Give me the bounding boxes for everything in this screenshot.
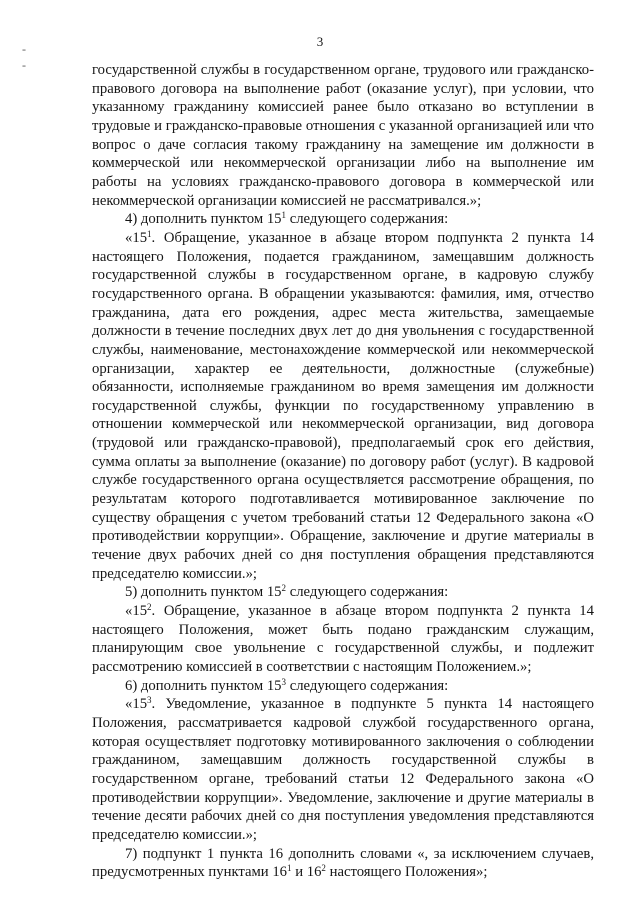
text-run: . Обращение, указанное в абзаце втором подпункта 2 пункта 14 настоящего Положения, подается гражданином, замещавшим должность государственной службы в государственном органе, в кадровую службу государственного органа. В обращении указываются: фамилия, имя, отчество гражданина, дата его рождения, адрес места жительства, замещаемые должности в течение последних двух лет до дня увольнения с государственной службы, наименование, местонахождение коммерческой или некоммерческой организации, характер ее деятельности, должностные (служебные) обязанности, исполняемые гражданином во время замещения им должности государственной службы, функции по государственному управлению в отношении коммерческой или некоммерческой организации, вид договора (трудовой или гражданско-правовой), предполагаемый срок его действия, сумма оплаты за выполнение (оказание) по договору работ (услуг). В кадровой службе государственного органа осуществляется рассмотрение обращения, по результатам которого подготавливается мотивированное заключение по существу обращения с учетом требований статьи 12 Федерального закона «О противодействии коррупции». Обращение, заключение и другие материалы в течение двух рабочих дней со дня поступления обращения представляются председателю комиссии.»;	[92, 229, 594, 582]
paragraph: государственной службы в государственном органе, трудового или гражданско-правового договора на выполнение работ (оказание услуг), при условии, что указанному гражданину комиссией ранее было отказано во вступлении в трудовые и гражданско-правовые отношения с указанной организацией или что вопрос о даче согласия такому гражданину на замещение им должности в коммерческой или некоммерческой организации либо на выполнение им работы на условиях гражданско-правового договора в коммерческой или некоммерческой организации комиссией не рассматривался.»;	[92, 62, 594, 209]
margin-mark: -	[22, 42, 26, 56]
text-run: и 16	[291, 864, 322, 881]
paragraph	[92, 602, 594, 677]
text-run: «15	[125, 229, 148, 246]
paragraph	[92, 677, 594, 696]
text-run: настоящего Положения»;	[325, 864, 488, 881]
superscript: 1	[147, 228, 152, 239]
superscript: 3	[147, 695, 152, 706]
text-run: 5) дополнить пунктом 15	[125, 584, 282, 601]
text-run: 6) дополнить пунктом 15	[125, 677, 282, 694]
superscript: 1	[281, 210, 287, 221]
text-run: 4) дополнить пунктом 15	[125, 211, 282, 228]
paragraph	[92, 583, 594, 602]
page-number: 3	[316, 34, 324, 49]
text-run: . Уведомление, указанное в подпункте 5 пункта 14 настоящего Положения, рассматривается кадровой службой государственного органа, которая осуществляет подготовку мотивированного заключения о соблюдении гражданином, замещавшим должность государственной службы в государственном органе, требований статьи 12 Федерального закона «О противодействии коррупции». Уведомление, заключение и другие материалы в течение десяти рабочих дней со дня поступления уведомления представляются председателю комиссии.»;	[92, 696, 594, 843]
superscript: 1	[287, 863, 292, 874]
paragraph	[92, 845, 594, 882]
paragraph	[92, 695, 594, 844]
superscript: 2	[281, 583, 287, 594]
paragraph	[92, 210, 594, 229]
paragraph	[92, 229, 594, 583]
text-run: «15	[125, 696, 148, 713]
superscript: 2	[321, 863, 326, 874]
text-run: следующего содержания:	[286, 677, 449, 694]
text-run: следующего содержания:	[286, 211, 449, 228]
superscript: 3	[281, 676, 287, 687]
document-body	[92, 61, 594, 882]
text-run: . Обращение, указанное в абзаце втором подпункта 2 пункта 14 настоящего Положения, может быть подано гражданским служащим, планирующим свое увольнение с государственной службы, и подлежит рассмотрению комиссией в соответствии с настоящим Положением.»;	[92, 603, 594, 675]
text-run: «15	[125, 603, 148, 620]
margin-mark: -	[22, 58, 26, 72]
text-run: 7) подпункт 1 пункта 16 дополнить словами «, за исключением случаев, предусмотренных пунктами 16	[92, 845, 594, 881]
superscript: 2	[147, 602, 152, 613]
text-run: следующего содержания:	[286, 584, 449, 601]
